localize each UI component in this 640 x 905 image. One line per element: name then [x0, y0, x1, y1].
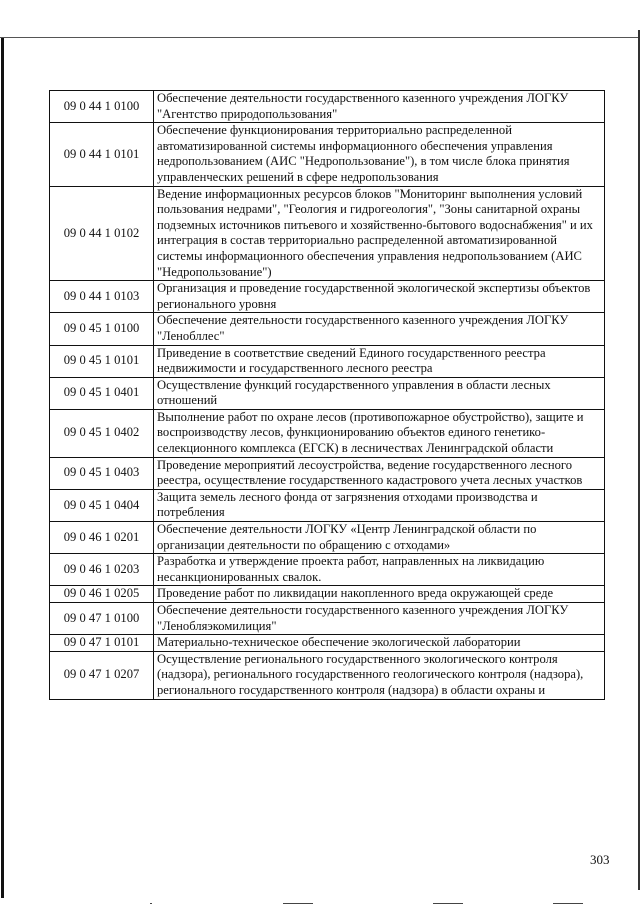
row-code: 09 0 45 1 0403: [50, 457, 154, 489]
row-description: Организация и проведение государственной экологической экспертизы объектов регионального уровня: [154, 281, 605, 313]
row-description: Осуществление функций государственного управления в области лесных отношений: [154, 377, 605, 409]
table-row: [50, 489, 605, 521]
row-code: 09 0 44 1 0101: [50, 123, 154, 186]
row-code: 09 0 44 1 0103: [50, 281, 154, 313]
table-row: [50, 91, 605, 123]
row-description: Проведение работ по ликвидации накопленного вреда окружающей среде: [154, 586, 605, 603]
row-code: 09 0 44 1 0100: [50, 91, 154, 123]
row-code: 09 0 46 1 0201: [50, 522, 154, 554]
row-description: Обеспечение деятельности ЛОГКУ «Центр Ленинградской области по организации деятельности по обращению с отходами»: [154, 522, 605, 554]
row-code: 09 0 47 1 0207: [50, 651, 154, 699]
row-description: Обеспечение деятельности государственного казенного учреждения ЛОГКУ "Агентство природопользования": [154, 91, 605, 123]
budget-classification-table: [49, 90, 605, 700]
row-code: 09 0 47 1 0101: [50, 635, 154, 652]
row-description: Обеспечение деятельности государственного казенного учреждения ЛОГКУ "Ленобляэкомилиция": [154, 603, 605, 635]
row-code: 09 0 47 1 0100: [50, 603, 154, 635]
scan-artifact: [433, 903, 463, 904]
row-code: 09 0 45 1 0404: [50, 489, 154, 521]
table-row: [50, 186, 605, 281]
scan-left-edge: [1, 38, 4, 898]
row-description: Проведение мероприятий лесоустройства, ведение государственного лесного реестра, осуществление государственного кадастрового учета лесных участков: [154, 457, 605, 489]
row-description: Приведение в соответствие сведений Единого государственного реестра недвижимости и государственного лесного реестра: [154, 345, 605, 377]
scan-artifact: [553, 903, 583, 904]
row-code: 09 0 45 1 0101: [50, 345, 154, 377]
table-row: [50, 603, 605, 635]
table-row: [50, 586, 605, 603]
table-row: [50, 345, 605, 377]
row-description: Осуществление регионального государственного экологического контроля (надзора), регионального государственного геологического контроля (надзора), регионального государственного контроля (надзора) в области охраны и: [154, 651, 605, 699]
table-row: [50, 554, 605, 586]
row-code: 09 0 45 1 0100: [50, 313, 154, 345]
table-row: [50, 377, 605, 409]
row-code: 09 0 45 1 0401: [50, 377, 154, 409]
row-description: Ведение информационных ресурсов блоков "Мониторинг выполнения условий пользования недрами", "Геология и гидрогеология", "Зоны санитарной охраны подземных источников питьевого и хозяйственно-бытового водоснабжения" и их интеграция в состав территориально распределенной автоматизированной системы информационного обеспечения управления недропользованием (АИС "Недропользование"): [154, 186, 605, 281]
row-description: Обеспечение деятельности государственного казенного учреждения ЛОГКУ "Ленобллес": [154, 313, 605, 345]
table-row: [50, 457, 605, 489]
row-description: Выполнение работ по охране лесов (противопожарное обустройство), защите и воспроизводству лесов, функционированию объектов единого генетико-селекционного комплекса (ЕГСК) в лесничествах Ленинградской области: [154, 409, 605, 457]
row-description: Материально-техническое обеспечение экологической лаборатории: [154, 635, 605, 652]
table-body: [50, 91, 605, 700]
scan-artifact: [150, 903, 152, 904]
row-code: 09 0 46 1 0203: [50, 554, 154, 586]
row-description: Защита земель лесного фонда от загрязнения отходами производства и потребления: [154, 489, 605, 521]
row-code: 09 0 46 1 0205: [50, 586, 154, 603]
table-row: [50, 123, 605, 186]
table-row: [50, 635, 605, 652]
table-row: [50, 522, 605, 554]
row-description: Разработка и утверждение проекта работ, направленных на ликвидацию несанкционированных свалок.: [154, 554, 605, 586]
table-row: [50, 409, 605, 457]
scan-artifact: [283, 903, 313, 904]
row-description: Обеспечение функционирования территориально распределенной автоматизированной системы информационного обеспечения управления недропользованием (АИС "Недропользование"), в том числе блока принятия управленческих решений в сфере недропользования: [154, 123, 605, 186]
table-row: [50, 651, 605, 699]
page-number: 303: [590, 852, 610, 867]
row-code: 09 0 45 1 0402: [50, 409, 154, 457]
table-row: [50, 313, 605, 345]
row-code: 09 0 44 1 0102: [50, 186, 154, 281]
table-row: [50, 281, 605, 313]
scan-top-edge: [0, 37, 640, 38]
